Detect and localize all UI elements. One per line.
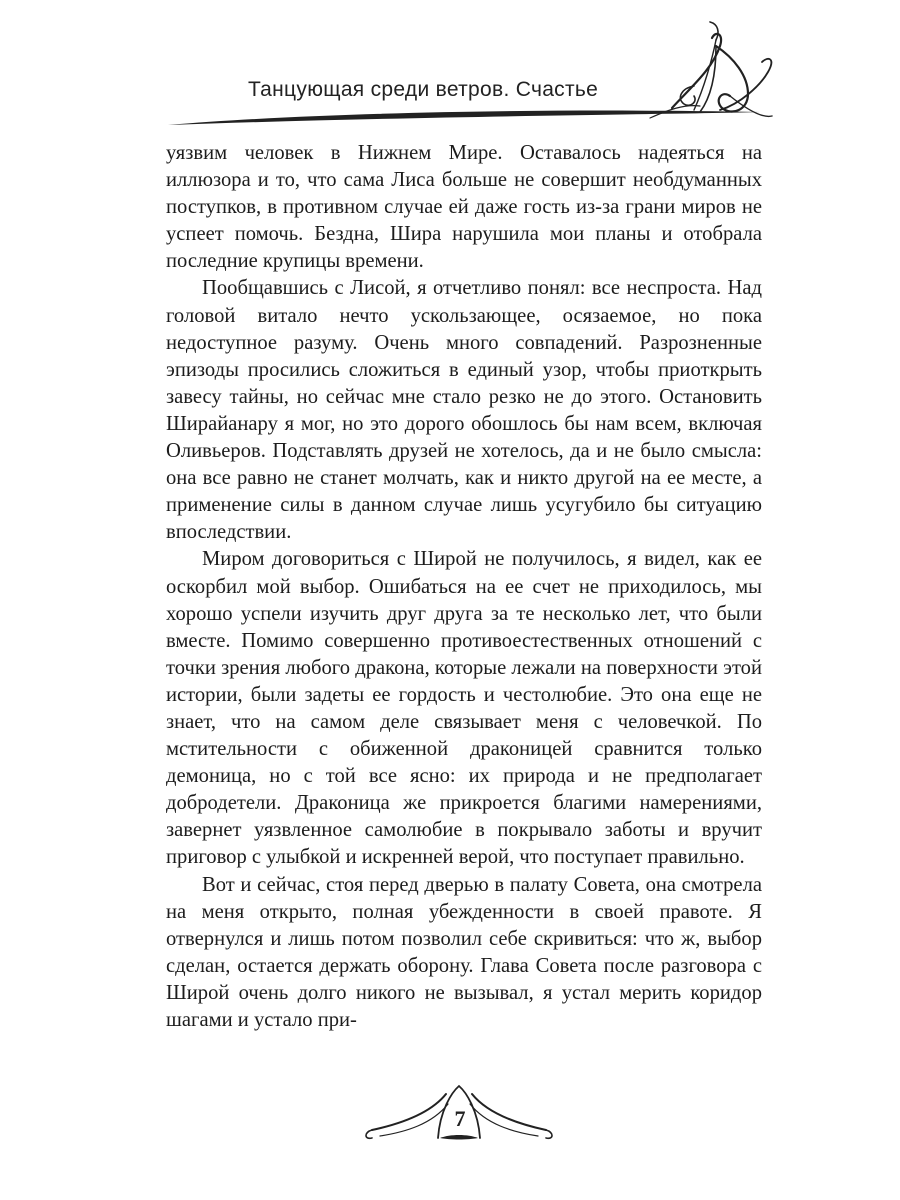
body-text: [166, 140, 762, 1034]
page-number: 7: [454, 1106, 466, 1131]
page-header: [0, 0, 900, 140]
paragraph: Миром договориться с Широй не получилось, я видел, как ее оскорбил мой выбор. Ошибаться на ее счет не приходилось, мы хорошо успели изучить друг друга за те несколько лет, что были вместе. Помимо совершенно противоестественных отношений с точки зрения любого дракона, которые лежали на поверхности этой истории, были задеты ее гордость и честолюбие. Это она еще не знает, что на самом деле связывает меня с человечкой. По мстительности с обиженной драконицей сравнится только демоница, но с той все ясно: их природа и не предполагает добродетели. Драконица же прикроется благими намерениями, завернет уязвленное самолюбие в покрывало заботы и вручит приговор с улыбкой и искренней верой, что поступает правильно.: [166, 548, 762, 869]
paragraph: Вот и сейчас, стоя перед дверью в палату Совета, она смотрела на меня открыто, полная убежденности в своей правоте. Я отвернулся и лишь потом позволил себе скривиться: что ж, выбор сделан, остается держать оборону. Глава Совета после разговора с Широй очень долго никого не вызывал, я устал мерить коридор шагами и устало при-: [166, 873, 762, 1031]
swirl-ornament-icon: [0, 0, 900, 140]
running-title: Танцующая среди ветров. Счастье: [248, 78, 599, 101]
paragraph: Пообщавшись с Лисой, я отчетливо понял: все неспроста. Над головой витало нечто ускользающее, осязаемое, но пока недоступное разуму. Очень много совпадений. Разрозненные эпизоды просились сложиться в единый узор, чтобы приоткрыть завесу тайны, но сейчас мне стало резко не до этого. Остановить Ширайанару я мог, но это дорого обошлось бы нам всем, включая Оливьеров. Подставлять друзей не хотелось, да и не было смысла: она все равно не станет молчать, как и никто другой на ее месте, а применение силы в данном случае лишь усугубило бы ситуацию впоследствии.: [166, 277, 762, 544]
paragraph: уязвим человек в Нижнем Мире. Оставалось надеяться на иллюзора и то, что сама Лиса больше не совершит необдуманных поступков, в противном случае ей даже гость из-за грани миров не успеет помочь. Бездна, Шира нарушила мои планы и отобрала последние крупицы времени.: [166, 142, 762, 273]
page-footer: [0, 1080, 900, 1160]
